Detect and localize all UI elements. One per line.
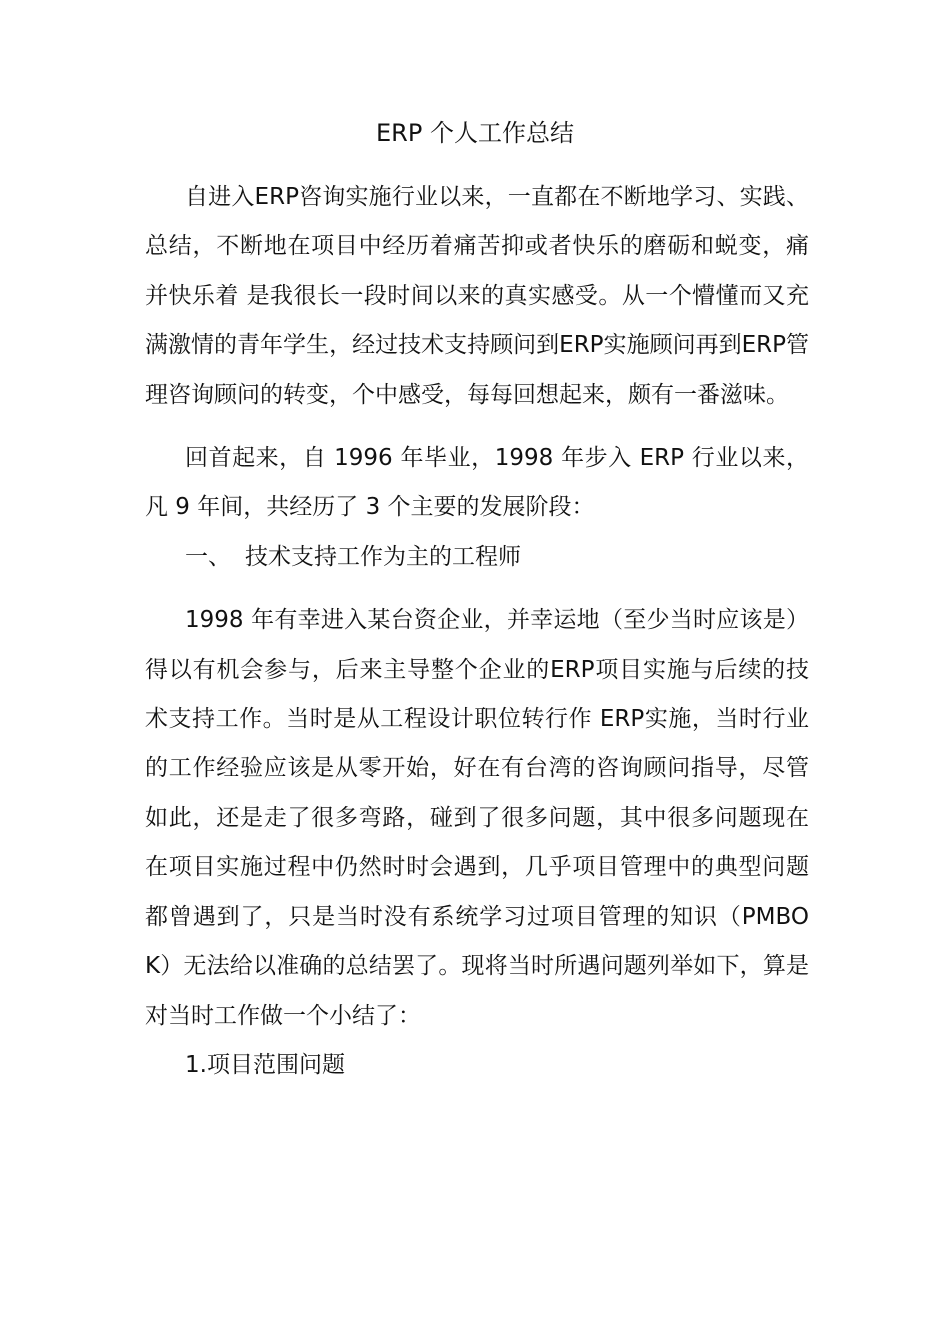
section-heading-text: 技术支持工作为主的工程师 <box>245 543 521 570</box>
section-heading <box>145 533 809 582</box>
stages-paragraph: 回首起来，自 1996 年毕业，1998 年步入 ERP 行业以来，凡 9 年间，共经历了 3 个主要的发展阶段： <box>145 445 809 521</box>
section-heading-number: 一、 <box>185 543 231 570</box>
subheading: 1.项目范围问题 <box>185 1051 345 1078</box>
intro-paragraph: 自进入ERP咨询实施行业以来，一直都在不断地学习、实践、总结，不断地在项目中经历着痛苦抑或者快乐的磨砺和蜕变，痛并快乐着 是我很长一段时间以来的真实感受。从一个懵懂而又充满激情的青年学生，经过技术支持顾问到ERP实施顾问再到ERP管理咨询顾问的转变，个中感受，每每回想起来，颇有一番滋味。 <box>145 184 809 408</box>
document-body <box>145 173 809 1090</box>
section-paragraph: 1998 年有幸进入某台资企业，并幸运地（至少当时应该是）得以有机会参与，后来主导整个企业的ERP项目实施与后续的技术支持工作。当时是从工程设计职位转行作 ERP实施，当时行业的工作经验应该是从零开始，好在有台湾的咨询顾问指导，尽管如此，还是走了很多弯路，碰到了很多问题，其中很多问题现在在项目实施过程中仍然时时会遇到，几乎项目管理中的典型问题都曾遇到了，只是当时没有系统学习过项目管理的知识（PMBOK）无法给以准确的总结罢了。现将当时所遇问题列举如下，算是对当时工作做一个小结了： <box>145 607 809 1029</box>
document-title: ERP 个人工作总结 <box>376 119 574 147</box>
